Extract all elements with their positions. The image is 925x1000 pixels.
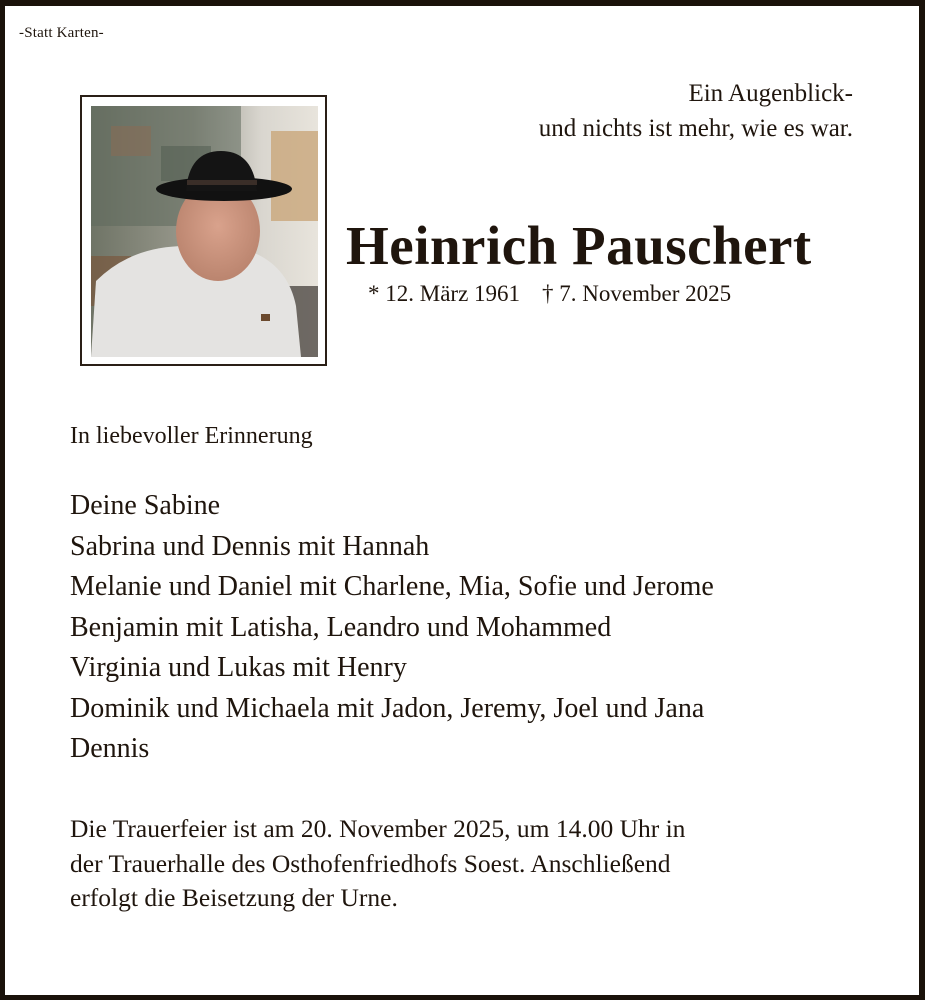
portrait-image (91, 106, 318, 357)
life-dates (368, 281, 731, 307)
quote-line-1: Ein Augenblick- (688, 80, 853, 107)
family-list (70, 486, 714, 770)
family-line: Virginia und Lukas mit Henry (70, 652, 407, 683)
family-line: Melanie und Daniel mit Charlene, Mia, Sofie und Jerome (70, 571, 714, 602)
family-line: Sabrina und Dennis mit Hannah (70, 530, 430, 562)
family-line: Deine Sabine (70, 490, 221, 521)
family-line: Dominik und Michaela mit Jadon, Jeremy, Joel und Jana (70, 692, 705, 724)
birth-date: * 12. März 1961 (368, 281, 521, 306)
ceremony-line: der Trauerhalle des Osthofenfriedhofs Soest. Anschließend (70, 848, 671, 878)
portrait-photo (91, 106, 318, 357)
family-line: Dennis (70, 733, 150, 764)
family-line: Benjamin mit Latisha, Leandro und Mohammed (70, 611, 612, 643)
deceased-name: Heinrich Pauschert (346, 215, 812, 276)
ceremony-line: erfolgt die Beisetzung der Urne. (70, 883, 398, 912)
death-date: † 7. November 2025 (542, 281, 732, 306)
photo-frame (80, 95, 327, 366)
ceremony-info (70, 812, 685, 916)
quote (539, 76, 853, 146)
memory-line: In liebevoller Erinnerung (70, 423, 313, 449)
ceremony-line: Die Trauerfeier ist am 20. November 2025, um 14.00 Uhr in (70, 814, 686, 843)
quote-line-2: und nichts ist mehr, wie es war. (538, 115, 853, 142)
statt-karten-note: -Statt Karten- (19, 25, 104, 41)
